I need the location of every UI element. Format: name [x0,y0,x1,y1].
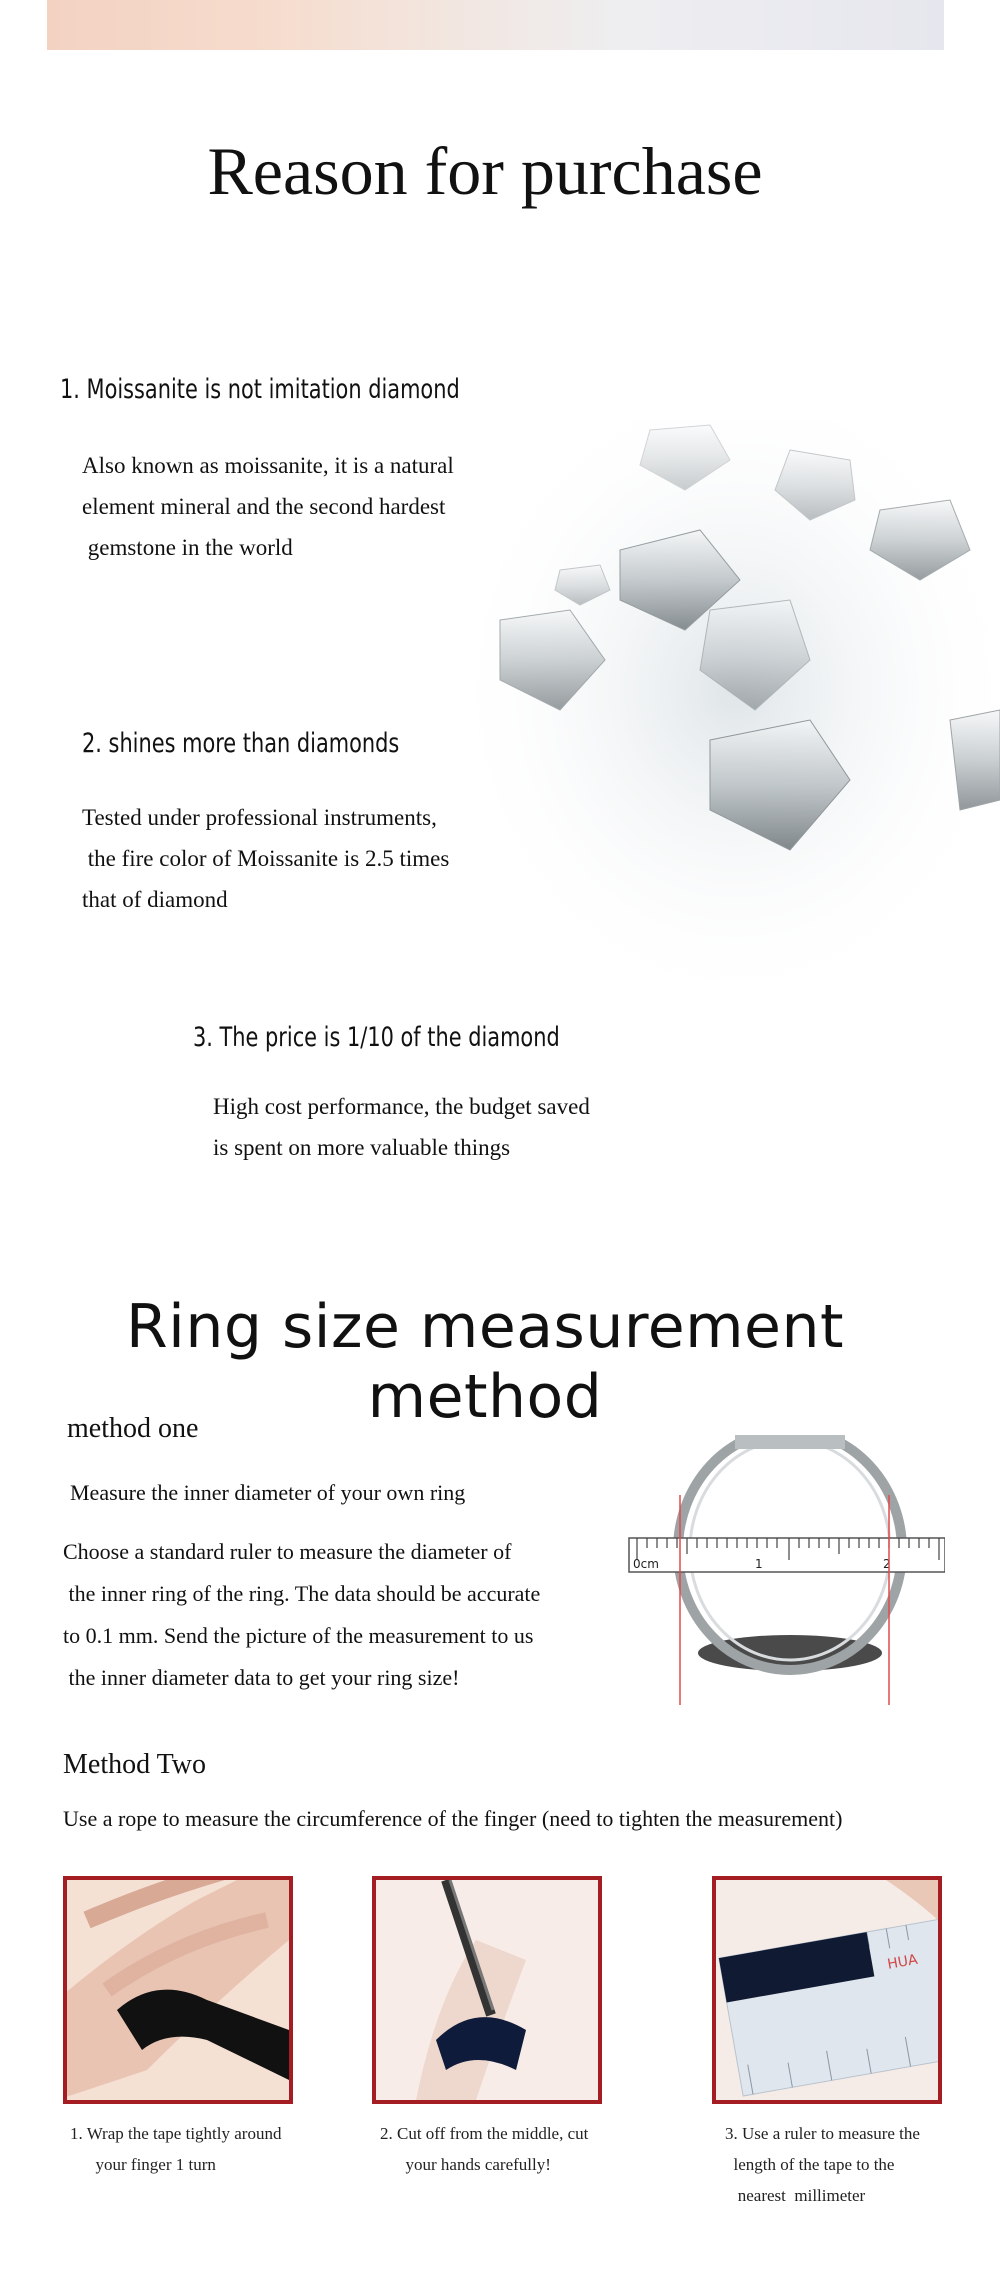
step-1-photo [63,1876,293,2104]
reason-section-title: Reason for purchase [207,133,763,209]
ruler-label-1: 1 [755,1557,763,1571]
method-one-subtitle: Measure the inner diameter of your own ring [70,1480,466,1505]
step-2-photo [372,1876,602,2104]
reason-3-title: 3. The price is 1/10 of the diamond [193,1022,560,1053]
method-two-title: Method Two [63,1749,206,1780]
step-2-caption: 2. Cut off from the middle, cut your hands carefully! [380,2124,589,2174]
method-one-title: method one [67,1413,199,1444]
reason-1-title: 1. Moissanite is not imitation diamond [60,374,460,405]
ring-ruler-image [627,1435,945,1705]
step-3-caption: 3. Use a ruler to measure the length of the tape to the nearest millimeter [725,2124,920,2205]
reason-3-body: High cost performance, the budget saved is spent on more valuable things [213,1094,590,1160]
step-3-photo [712,1876,942,2104]
product-image-strip [47,0,944,50]
reason-1-body: Also known as moissanite, it is a natural element mineral and the second hardest gemstone in the world [82,453,454,560]
reason-2-title: 2. shines more than diamonds [82,728,400,759]
diamonds-image [470,420,1000,1020]
ruler-label-2: 2 [883,1557,891,1571]
step-1-caption: 1. Wrap the tape tightly around your finger 1 turn [70,2124,282,2174]
tape-label: HUA [886,1951,919,1973]
method-two-subtitle: Use a rope to measure the circumference of the finger (need to tighten the measurement) [63,1806,843,1831]
ruler-label-0: 0cm [633,1557,659,1571]
method-one-body: Choose a standard ruler to measure the diameter of the inner ring of the ring. The data should be accurate to 0.1 mm. Send the picture of the measurement to us the inner diameter data to get your ring size! [63,1539,541,1690]
reason-2-body: Tested under professional instruments, the fire color of Moissanite is 2.5 times that of diamond [82,805,450,912]
measure-section-title: Ring size measurement method [125,1292,845,1432]
